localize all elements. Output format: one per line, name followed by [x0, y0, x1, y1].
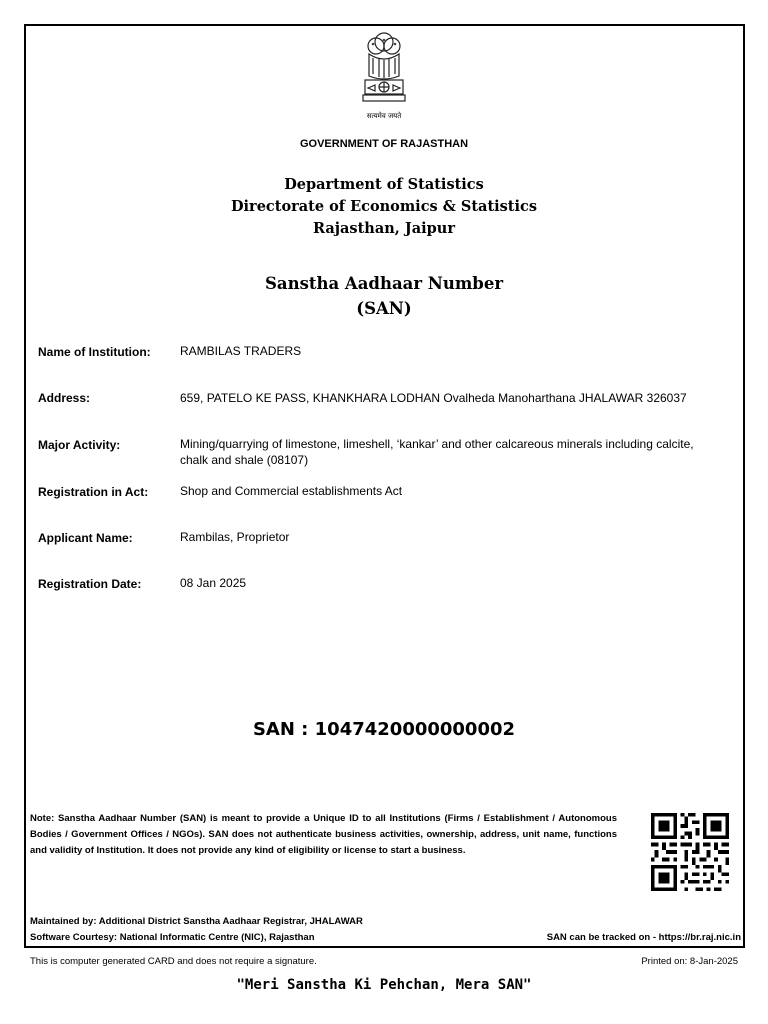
major-activity-label: Major Activity:	[38, 438, 121, 452]
applicant-name-value: Rambilas, Proprietor	[180, 530, 290, 544]
document-subtitle: (SAN)	[356, 299, 412, 318]
slogan: "Meri Sanstha Ki Pehchan, Mera SAN"	[236, 977, 532, 993]
institution-name-value: RAMBILAS TRADERS	[180, 344, 302, 358]
printed-date: Printed on: 8-Jan-2025	[641, 956, 738, 967]
registration-date-value: 08 Jan 2025	[180, 576, 247, 590]
emblem-motto: सत्यमेव जयते	[366, 112, 402, 120]
note-text: Note: Sanstha Aadhaar Number (SAN) is meant to provide a Unique ID to all Institutions (Firms / Establishment / Autonomous Bodies / Government Offices / NGOs). SAN does not authenticate business activities, ownership, address, unit name, functions and validity of Institution. It does not provide any kind of eligibility or license to start a business.	[30, 813, 617, 856]
registration-act-label: Registration in Act:	[38, 485, 149, 499]
registration-date-label: Registration Date:	[38, 577, 142, 591]
maintained-by: Maintained by: Additional District Sanstha Aadhaar Registrar, JHALAWAR	[30, 916, 363, 927]
location-name: Rajasthan, Jaipur	[313, 220, 455, 237]
document-title: Sanstha Aadhaar Number	[264, 274, 504, 293]
department-name: Department of Statistics	[284, 176, 484, 193]
applicant-name-label: Applicant Name:	[38, 531, 133, 545]
software-courtesy: Software Courtesy: National Informatic Centre (NIC), Rajasthan	[30, 932, 315, 943]
directorate-name: Directorate of Economics & Statistics	[230, 198, 538, 215]
government-heading: GOVERNMENT OF RAJASTHAN	[299, 138, 469, 150]
registration-act-value: Shop and Commercial establishments Act	[180, 484, 403, 498]
state-emblem-icon	[359, 30, 409, 110]
san-number: SAN : 1047420000000002	[252, 719, 516, 740]
major-activity-value: Mining/quarrying of limestone, limeshell, ‘kankar’ and other calcareous minerals including calcite, chalk and shale (08107)	[180, 437, 694, 467]
institution-name-label: Name of Institution:	[38, 345, 151, 359]
tracking-link: SAN can be tracked on - https://br.raj.nic.in	[546, 932, 741, 943]
qr-code-icon	[651, 813, 729, 891]
address-value: 659, PATELO KE PASS, KHANKHARA LODHAN Ovalheda Manoharthana JHALAWAR 326037	[180, 391, 687, 405]
address-label: Address:	[38, 391, 91, 405]
disclaimer-text: This is computer generated CARD and does not require a signature.	[30, 956, 317, 967]
